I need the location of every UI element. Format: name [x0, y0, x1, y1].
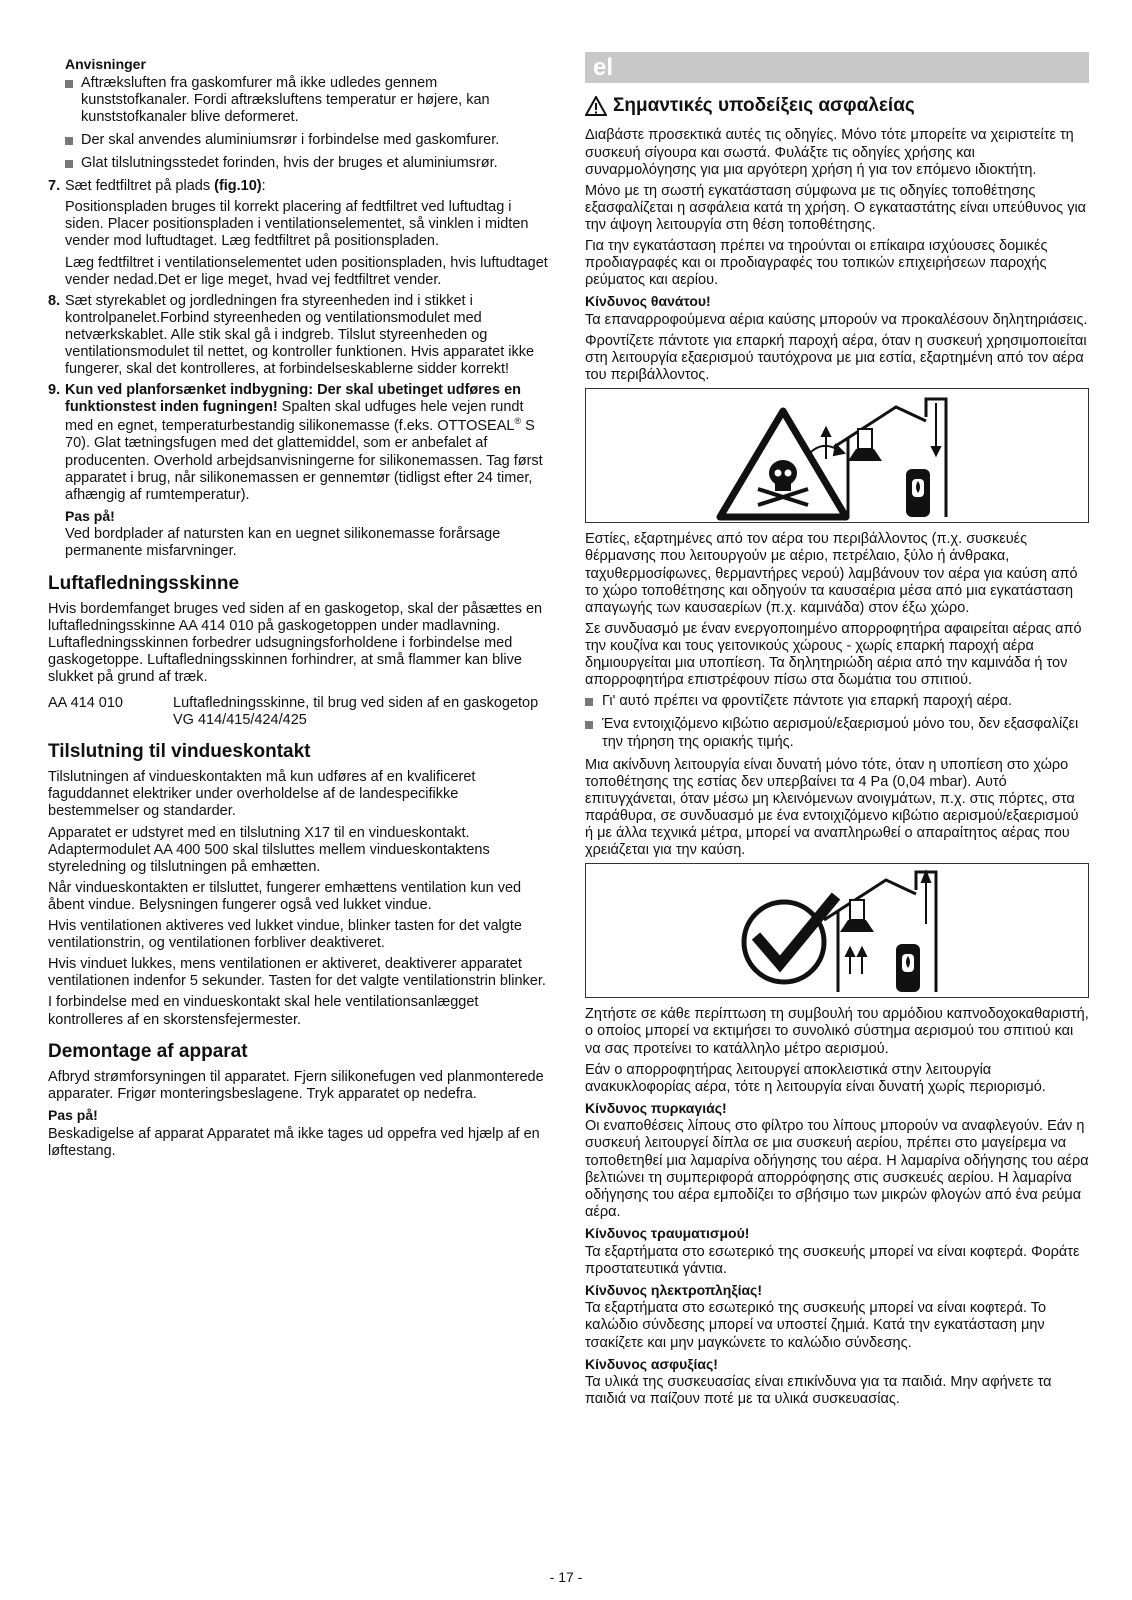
- danger-title: Κίνδυνος θανάτου!: [585, 293, 711, 310]
- anvisninger-heading: Anvisninger: [65, 56, 146, 72]
- step-7-text: Sæt fedtfiltret på plads: [65, 178, 215, 195]
- stove-icon: [906, 469, 930, 517]
- vindue-paragraph: Hvis ventilationen aktiveres ved lukket vindue, blinker tasten for det valgte ventilationstrin, og ventilationen forbliver deaktiveret.: [48, 918, 522, 952]
- list-item: Γι' αυτό πρέπει να φροντίζετε πάντοτε για επαρκή παροχή αέρα.: [585, 693, 1089, 710]
- vindue-paragraph: I forbindelse med en vindueskontakt skal hele ventilationsanlægget kontrolleres af en skorstensfejermester.: [48, 994, 479, 1028]
- mid-paragraph: Σε συνδυασμό με έναν ενεργοποιημένο απορροφητήρα αφαιρείται αέρας από την κουζίνα και τους γειτονικούς χώρους - χωρίς επαρκή παροχή αέρα δημιουργείται μια υποπίεση. Τα δηλητηριώδη αέρια από την καμινάδα ή τον απορροφητήρα επιστρέφουν πίσω στα δωμάτια του σπιτιού.: [585, 620, 1082, 689]
- step-number: 8.: [48, 292, 61, 309]
- danger-title: Κίνδυνος ηλεκτροπληξίας!: [585, 1281, 763, 1298]
- danger-title: Κίνδυνος πυρκαγιάς!: [585, 1099, 727, 1116]
- anvisninger-list: [48, 75, 550, 173]
- step-9-text-cont: S 70). Glat tætningsfugen med det glattemiddel, som er anbefalet af producenten. Overhold arbejdsanvisningerne for silikonemassen. Tag først apparatet i brug, når silikonemassen er gennemtør (tidligst efter 24 timer, afhængig af rumtemperatur).: [65, 418, 543, 503]
- checkmark-circle-icon: [744, 896, 836, 982]
- figure-safe-operation: [585, 863, 1089, 998]
- step-9-bold: Kun ved planforsænket indbygning: Der skal ubetinget udføres en funktionstest inden fugningen!: [65, 382, 521, 416]
- registered-mark: ®: [514, 416, 522, 427]
- caution-text: Beskadigelse af apparat Apparatet må ikke tages ud oppefra ved hjælp af en løftestang.: [48, 1125, 540, 1159]
- vindue-paragraph: Hvis vinduet lukkes, mens ventilationen er aktiveret, deaktiverer apparatet ventilationen indenfor 5 sekunder. Tasten for det valgte ventilationstrin blinker.: [48, 956, 546, 990]
- mid-paragraph: Εστίες, εξαρτημένες από τον αέρα του περιβάλλοντος (π.χ. συσκευές θέρμανσης που λειτουργούν με αέριο, πετρέλαιο, ξύλο ή άνθρακα, ταχυθερμοσίφωνες, θερμαντήρες νερού) λαμβάνουν τον αέρα για καύση από το χώρο τοποθέτησης και οδηγούν τα καυσαέρια μέσα από μια εγκατάσταση απαγωγής των καυσαερίων (π.χ. καμινάδα) στον έξω χώρο.: [585, 531, 1078, 616]
- safe-operation-illustration: [586, 864, 1088, 997]
- section-heading-demontage: Demontage af apparat: [48, 1040, 248, 1062]
- list-item: Ένα εντοιχιζόμενο κιβώτιο αερισμού/εξαερισμού μόνο του, δεν εξασφαλίζει την τήρηση της οριακής τιμής.: [585, 716, 1089, 750]
- stove-icon: [896, 944, 920, 992]
- list-item: Der skal anvendes aluminiumsrør i forbindelse med gaskomfurer.: [48, 132, 550, 149]
- intro-paragraph: Μόνο με τη σωστή εγκατάσταση σύμφωνα με τις οδηγίες τοποθέτησης εξασφαλίζεται η ασφάλεια κατά τη χρήση. Ο εγκαταστάτης είναι υπεύθυνος για την άψογη λειτουργία στη θέση τοποθέτησης.: [585, 182, 1087, 233]
- caution-text: Ved bordplader af natursten kan en uegnet silikonemasse forårsage permanente misfarvninger.: [65, 526, 501, 560]
- danger-paragraph: Τα εξαρτήματα στο εσωτερικό της συσκευής μπορεί να είναι κοφτερά. Φοράτε προστατευτικά γάντια.: [585, 1243, 1080, 1277]
- accessory-row: [48, 695, 550, 729]
- step-7: [48, 178, 550, 289]
- caution-title: Pas på!: [65, 507, 115, 524]
- accessory-code: AA 414 010: [48, 694, 123, 711]
- list-item: Aftræksluften fra gaskomfurer må ikke udledes gennem kunststofkanaler. Fordi aftræksluftens temperatur er højere, kan kunststofkanaler blive deformeret.: [48, 75, 550, 126]
- figure-poison-danger: [585, 388, 1089, 523]
- vindue-paragraph: Når vindueskontakten er tilsluttet, fungerer emhættens ventilation kun ved åbent vindue. Belysningen fungerer også ved lukket vindue.: [48, 879, 522, 913]
- list-item: Glat tilslutningsstedet forinden, hvis der bruges et aluminiumsrør.: [48, 155, 550, 172]
- language-bar: el: [585, 52, 1089, 83]
- danger-title: Κίνδυνος τραυματισμού!: [585, 1225, 750, 1242]
- poison-danger-illustration: [586, 389, 1088, 522]
- step-7-colon: :: [261, 178, 266, 195]
- luft-paragraph: Hvis bordemfanget bruges ved siden af en gaskogetop, skal der påsættes en luftafledningsskinne AA 414 010 på gaskogetoppen under madlavning. Luftafledningsskinnen forbedrer udsugningsforholdene i forbindelse med gaskogetoppe. Luftafledningsskinnen forhindrer, at små flammer kan blive slukket på grund af træk.: [48, 601, 543, 686]
- caution-title: Pas på!: [48, 1107, 98, 1124]
- danger-paragraph: Οι εναποθέσεις λίπους στο φίλτρο του λίπους μπορούν να αναφλεγούν. Εάν η συσκευή λειτουργεί δίπλα σε μια συσκευή αερίου, πρέπει στο μαγείρεμα να τοποθετηθεί μια λαμαρίνα οδήγησης του αέρα. Η λαμαρίνα οδήγησης του αέρα βελτιώνει τη συμπεριφορά απορρόφησης στις συσκευές αερίου. Η λαμαρίνα οδήγησης του αέρα εμποδίζει το σβήσιμο των μικρών φλογών από ένα ρεύμα αέρα.: [585, 1118, 1089, 1220]
- section-heading-vindueskontakt: Tilslutning til vindueskontakt: [48, 740, 311, 762]
- step-9-text: Spalten skal udfuges hele vejen rundt med en egnet, temperaturbestandig silikonemasse (f.eks. OTTOSEAL: [65, 399, 524, 435]
- intro-paragraph: Διαβάστε προσεκτικά αυτές τις οδηγίες. Μόνο τότε μπορείτε να χειριστείτε τη συσκευή σίγουρα και σωστά. Φυλάξτε τις οδηγίες χρήσης και συναρμολόγησης για μια αργότερη χρήση ή για τον επόμενο ιδιοκτήτη.: [585, 127, 1074, 178]
- accessory-description: Luftafledningsskinne, til brug ved siden af en gaskogetop VG 414/415/424/425: [173, 694, 539, 728]
- intro-paragraph: Για την εγκατάσταση πρέπει να τηρούνται οι επίκαιρα ισχύουσες δομικές προδιαγραφές και οι προδιαγραφές του τοπικών επιχειρήσεων παροχής ρεύματος και αερίου.: [585, 238, 1048, 289]
- step-number: 7.: [48, 178, 61, 195]
- warning-triangle-icon: [585, 96, 607, 116]
- step-8: [48, 293, 550, 379]
- right-column: [585, 52, 1089, 1412]
- left-column: [48, 52, 550, 1164]
- after-paragraph: Εάν ο απορροφητήρας λειτουργεί αποκλειστικά στην λειτουργία ανακυκλοφορίας αέρα, τότε η λειτουργία είναι δυνατή χωρίς περιορισμό.: [585, 1061, 1046, 1095]
- danger-paragraph: Φροντίζετε πάντοτε για επαρκή παροχή αέρα, όταν η συσκευή χρησιμοποιείται στη λειτουργία εξαερισμού ταυτόχρονα με μια εστία, εξαρτημένη από τον αέρα του περιβάλλοντος.: [585, 333, 1087, 384]
- step-7-paragraph: Læg fedtfiltret i ventilationselementet uden positionspladen, hvis luftudtaget vender nedad.Det er lige meget, hvad vej fedtfiltret vender.: [65, 254, 548, 288]
- safe-operation-paragraph: Μια ακίνδυνη λειτουργία είναι δυνατή μόνο τότε, όταν η υποπίεση στο χώρο τοποθέτησης της εστίας δεν υπερβαίνει τα 4 Pa (0,04 mbar). Αυτό επιτυγχάνεται, όταν μέσω μη κλεινόμενων ανοιγμάτων, π.χ. στις πόρτες, στα παράθυρα, σε συνδυασμό με ένα εντοιχιζόμενο κιβώτιο αερισμού/εξαερισμού ή με άλλα τεχνικά μέτρα, μπορεί να αναπληρωθεί ο απαραίτητος αέρας που χρειάζεται για την καύση.: [585, 756, 1079, 859]
- step-8-text: Sæt styrekablet og jordledningen fra styreenheden ind i stikket i kontrolpanelet.Forbind styreenheden og ventilationsmodulet med netværkskablet. Alle stik skal gå i indgreb. Tilslut styreenheden og ventilationsmodulet til nettet, og kontroller funktionen. Hvis apparatet ikke fungerer, skal det kontrolleres, at forbindelseskablerne sidder korrekt!: [65, 292, 535, 378]
- demontage-paragraph: Afbryd strømforsyningen til apparatet. Fjern silikonefugen ved planmonterede apparater. Frigør monteringsbeslagene. Tryk apparatet op nedefra.: [48, 1069, 544, 1103]
- danger-paragraph: Τα εξαρτήματα στο εσωτερικό της συσκευής μπορεί να είναι κοφτερά. Το καλώδιο σύνδεσης μπορεί να υποστεί ζημιά. Κατά την εγκατάσταση μην τσακίζετε και μην μαγκώνετε το καλώδιο σύνδεσης.: [585, 1300, 1047, 1351]
- safety-heading: [585, 95, 1089, 117]
- danger-paragraph: Τα επαναρροφούμενα αέρια καύσης μπορούν να προκαλέσουν δηλητηριάσεις.: [585, 311, 1088, 328]
- step-7-paragraph: Positionspladen bruges til korrekt placering af fedtfiltret ved luftudtag i siden. Placer positionspladen i ventilationselementet, så vinklen i midten vender mod luftudtaget. Læg fedtfiltret på positionspladen.: [65, 199, 529, 250]
- safety-title: Σημαντικές υποδείξεις ασφαλείας: [613, 95, 915, 116]
- vindue-paragraph: Tilslutningen af vindueskontakten må kun udføres af en kvalificeret faguddannet elektriker under overholdelse af de landespecifikke bestemmelser og standarder.: [48, 769, 476, 820]
- step-number: 9.: [48, 382, 61, 399]
- section-heading-luftafledningsskinne: Luftafledningsskinne: [48, 572, 240, 594]
- right-bullet-list: [585, 693, 1089, 750]
- page-number: - 17 -: [549, 1569, 583, 1585]
- step-9: [48, 382, 550, 560]
- vindue-paragraph: Apparatet er udstyret med en tilslutning X17 til en vindueskontakt. Adaptermodulet AA 400 500 skal tilsluttes mellem vindueskontaktens styreledning og tilslutningen på emhætten.: [48, 824, 490, 875]
- after-paragraph: Ζητήστε σε κάθε περίπτωση τη συμβουλή του αρμόδιου καπνοδοχοκαθαριστή, ο οποίος μπορεί να εκτιμήσει το συνολικό σύστημα αερισμού του σπιτιού και να σας προτείνει το κατάλληλο μέτρο αερισμού.: [585, 1006, 1089, 1057]
- danger-paragraph: Τα υλικά της συσκευασίας είναι επικίνδυνα για τα παιδιά. Μην αφήνετε τα παιδιά να παίζουν ποτέ με τα υλικά συσκευασίας.: [585, 1374, 1052, 1408]
- fig-reference: (fig.10): [214, 178, 262, 195]
- danger-title: Κίνδυνος ασφυξίας!: [585, 1355, 718, 1372]
